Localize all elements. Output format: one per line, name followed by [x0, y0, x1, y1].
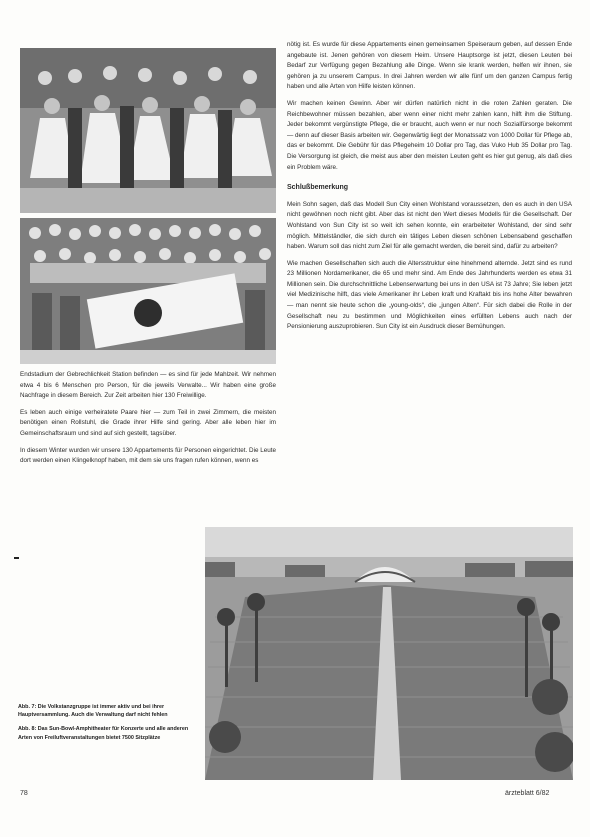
left-text-column [20, 370, 276, 473]
right-paragraph-4: Wie machen Gesellschaften sich auch die Altersstruktur eine hinehmend alternde. Jetzt sind es rund 23 Millionen Nordamerikaner, die 65 und mehr sind. Am Ende des Jahrhunderts werden es etwa 31 Millionen sein. Die durchschnittliche Lebenserwartung bei uns in den USA ist 73 Jahre; Sie leben jetzt viel Medizinische hilft, das viele Amerikaner ihr Leben kraft und Kraftakt bis ins hohe Alter bewahren — man nennt sie heute schon die „young-olds“, die „jungen Alten“. Für sich dabei die Rolle in der Gesellschaft neu zu bestimmen und Möglichkeiten eines erfüllten Lebens auch nach der Pensionierung auszuprobieren. Sun City ist ein Ausdruck dieser Bemühungen. [287, 259, 572, 331]
margin-mark [14, 557, 19, 559]
journal-name: ärzteblatt 6/82 [505, 790, 550, 797]
right-paragraph-2: Wir machen keinen Gewinn. Aber wir dürfen natürlich nicht in die roten Zahlen geraten. Die Reichbewohner müssen bezahlen, aber wenn einer nicht mehr zahlen kann, hilft ihm die Stiftung. Jeder bekommt vergünstigte Pflege, die er braucht, auch wenn er nur noch Sozialfürsorge bekommt — denn auf dieser Basis arbeiten wir. Gegenwärtig liegt der Monatssatz von 1000 Dollar für Pflege ab, das er bekommt. Die Gebühr für das Pflegeheim 10 Dollar pro Tag, das Vuko Hub 35 Dollar pro Tag. Die Versorgung ist gleich, die meist aus aber den meisten Leuten geht es hier gut genug, als daß dies ein Problem wäre. [287, 99, 572, 171]
sun-bowl-amphitheater-aerial-photo [205, 527, 573, 780]
left-paragraph-3: In diesem Winter wurden wir unsere 130 Appartements für Personen eingerichtet. Die Leute dort werden einen Klingelknopf haben, mit dem sie uns fragen rufen können, wenn es [20, 446, 276, 465]
page-number: 78 [20, 790, 28, 797]
caption-8: Abb. 8: Das Sun-Bowl-Amphitheater für Konzerte und alle anderen Arten von Freiluftveranstaltungen bietet 7500 Sitzplätze [18, 726, 189, 741]
captions [18, 703, 198, 748]
right-paragraph-3: Mein Sohn sagen, daß das Modell Sun City einen Wohlstand voraussetzen, den es auch in den USA nicht gewöhnen noch nicht gibt. Aber das ist nicht den Wert dieses Modells für die Gesellschaft. Der Wohlstand von Sun City ist so weit ich sehen konnte, ein erarbeiteter Wohlstand, der sind sehr möglich. Mittelständler, die sich durch ein tätiges Leben diesen schönen Lebensabend geschaffen haben. Warum soll das nicht zum Ziel für alle gemacht werden, die bereit sind, dafür zu arbeiten? [287, 200, 572, 251]
left-paragraph-2: Es leben auch einige verheiratete Paare hier — zum Teil in zwei Zimmern, die meisten benötigen einen Rollstuhl, die Grade ihrer Hilfe sind gering. Aber alle leben hier im Gemeinschaftsraum und sind auf sich gestellt, tagsüber. [20, 408, 276, 437]
right-paragraph-1: nötig ist. Es wurde für diese Appartements einen gemeinsamen Speiseraum geben, auf dessen Ende angebaute ist. Jenen gehören von diesem Heim. Unsere Hauptsorge ist jetzt, diesen Leuten bei Bedarf zur Verfügung gegen Bezahlung alle Dinge. Wenn sie krank werden, helfen wir ihnen, sie gehören ja zu unserem Campus. In drei Jahren werden wir alle fünf um den ganzen Campus fertig haben und alle Arten von Hilfe leisten können. [287, 41, 572, 91]
group-banner-photo [20, 218, 276, 364]
dancing-group-photo [20, 48, 276, 213]
caption-7: Abb. 7: Die Volkstanzgruppe ist immer aktiv und bei ihrer Hauptversammlung. Auch die Verwaltung darf nicht fehlen [18, 704, 168, 719]
right-text-column [287, 40, 572, 339]
section-heading: Schlußbemerkung [287, 184, 349, 192]
left-paragraph-1: Endstadium der Gebrechlichkeit Station befinden — es sind für jede Mahlzeit. Wir nehmen etwa 4 bis 6 Menschen pro Person, für die jeweils Verwalte... Wir haben eine große Nachfrage in diesem Bereich. Zur Zeit arbeiten hier 130 Freiwillige. [20, 371, 276, 400]
